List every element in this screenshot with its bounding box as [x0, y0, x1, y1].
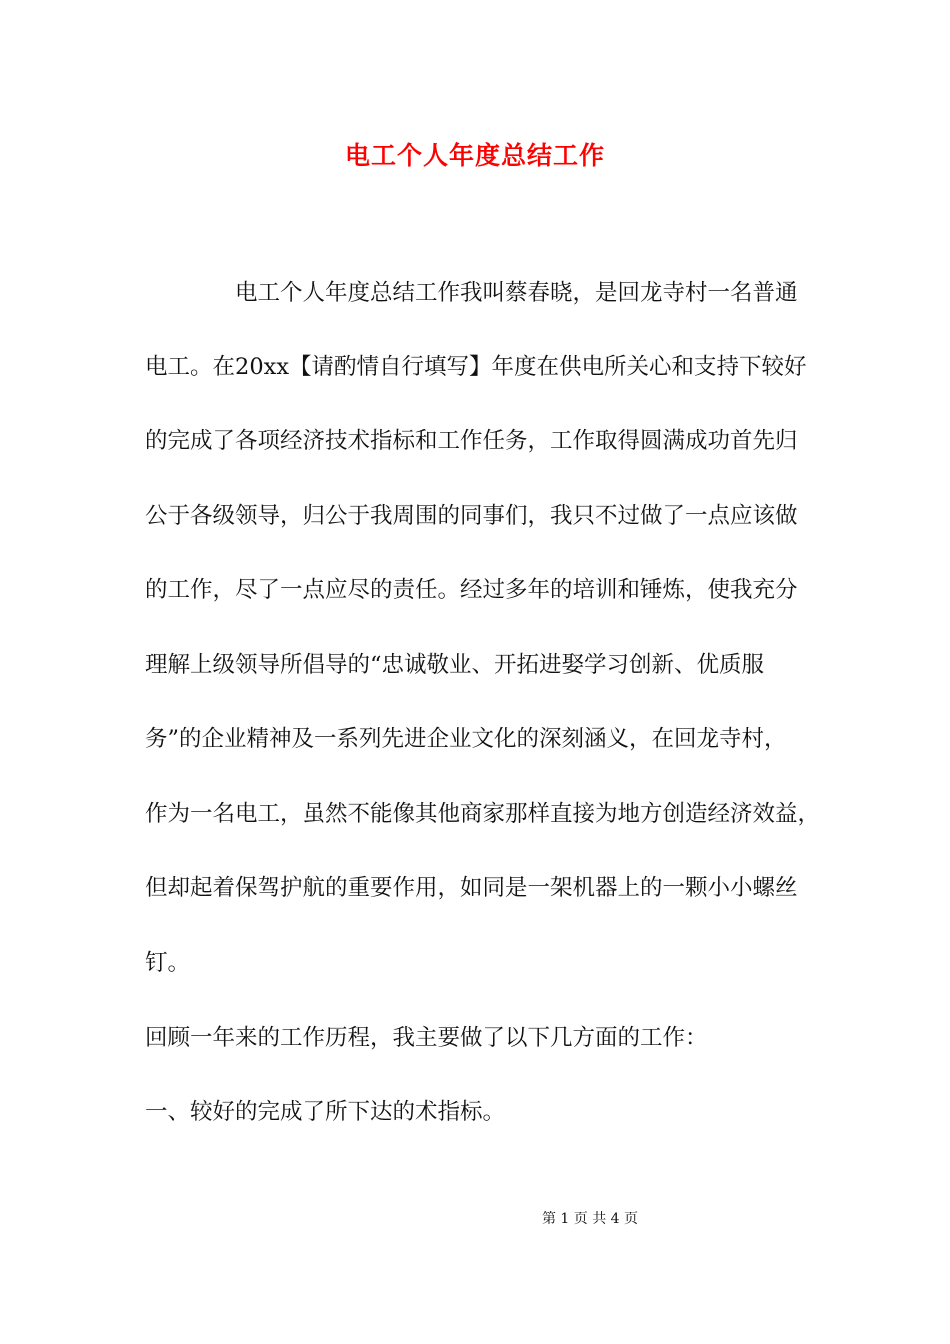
paragraph-line: 但却起着保驾护航的重要作用，如同是一架机器上的一颗小小螺丝 [145, 875, 798, 901]
paragraph-line: 作为一名电工，虽然不能像其他商家那样直接为地方创造经济效益， [145, 801, 821, 827]
paragraph-line: 钉。 [145, 950, 191, 976]
paragraph-line: 电工个人年度总结工作我叫蔡春晓，是回龙寺村一名普通 [235, 280, 798, 306]
paragraph-line: 的工作，尽了一点应尽的责任。经过多年的培训和锤炼，使我充分 [145, 577, 798, 603]
paragraph-line: 的完成了各项经济技术指标和工作任务，工作取得圆满成功首先归 [145, 428, 798, 454]
paragraph-line: 理解上级领导所倡导的“忠诚敬业、开拓进娶学习创新、优质服 [145, 652, 765, 678]
document-title: 电工个人年度总结工作 [344, 141, 605, 170]
paragraph-line: 务”的企业精神及一系列先进企业文化的深刻涵义，在回龙寺村， [145, 726, 787, 752]
paragraph-line: 公于各级领导，归公于我周围的同事们，我只不过做了一点应该做 [145, 503, 798, 529]
page-number-footer: 第 1 页 共 4 页 [541, 1211, 639, 1227]
paragraph-line: 电工。在20xx【请酌情自行填写】年度在供电所关心和支持下较好 [145, 354, 807, 380]
section-heading: 一、较好的完成了所下达的术指标。 [145, 1099, 506, 1125]
paragraph-line: 回顾一年来的工作历程，我主要做了以下几方面的工作： [145, 1025, 708, 1051]
